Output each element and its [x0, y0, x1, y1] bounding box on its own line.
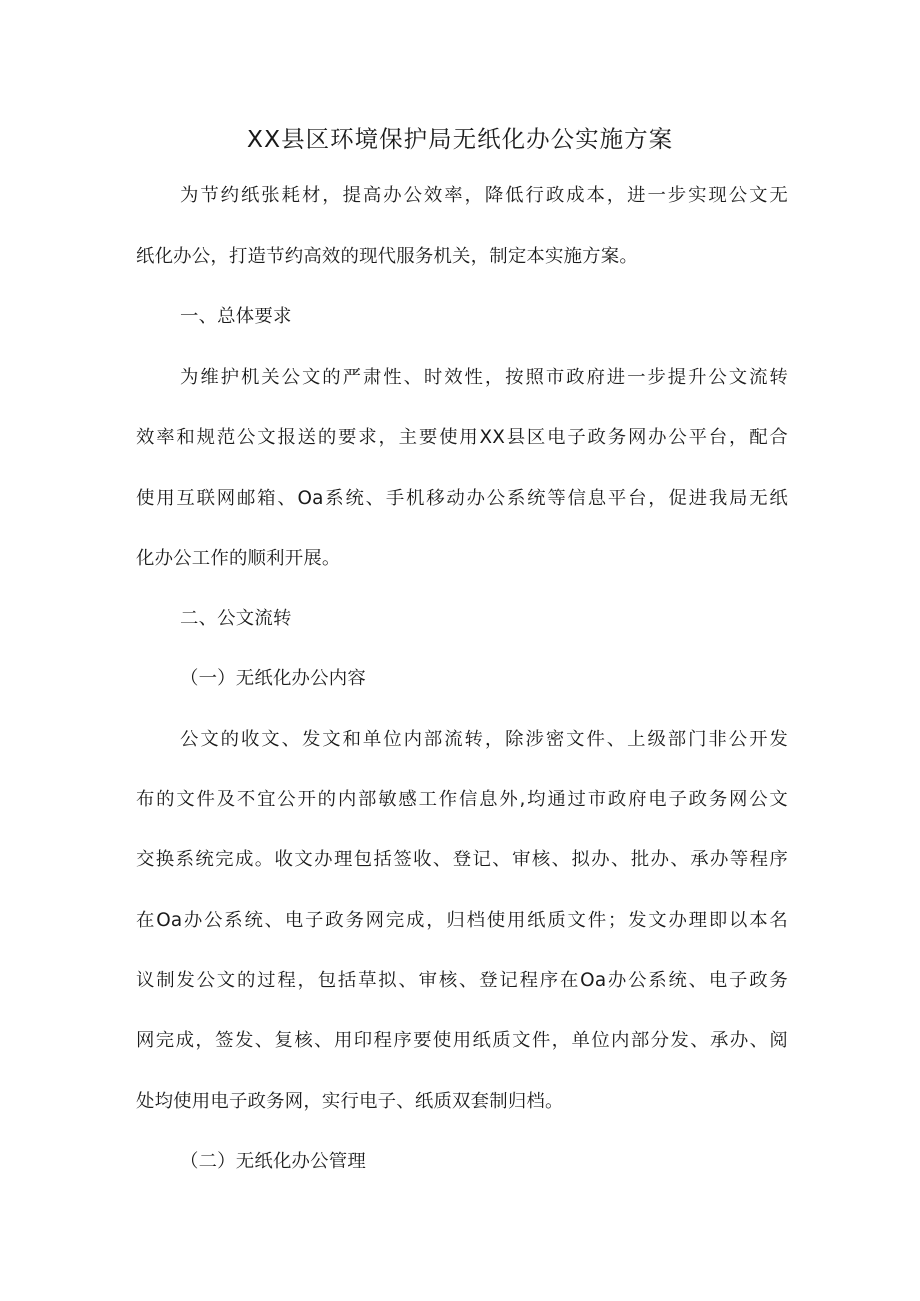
subsection-1-line-2: 布的文件及不宜公开的内部敏感工作信息外,均通过市政府电子政务网公文 [136, 789, 788, 810]
subsection-1-line-5: 议制发公文的过程，包括草拟、审核、登记程序在Oa办公系统、电子政务 [136, 970, 788, 991]
document-title: XX县区环境保护局无纸化办公实施方案 [246, 125, 674, 153]
section-1-line-1: 为维护机关公文的严肃性、时效性，按照市政府进一步提升公文流转 [180, 367, 788, 388]
intro-line-1: 为节约纸张耗材，提高办公效率，降低行政成本，进一步实现公文无 [180, 185, 788, 206]
section-2-heading: 二、公文流转 [180, 608, 292, 629]
subsection-1-heading: （一）无纸化办公内容 [180, 668, 366, 689]
intro-line-2: 纸化办公，打造节约高效的现代服务机关，制定本实施方案。 [136, 246, 638, 267]
subsection-2-heading: （二）无纸化办公管理 [180, 1151, 366, 1172]
subsection-1-line-1: 公文的收文、发文和单位内部流转，除涉密文件、上级部门非公开发 [180, 729, 788, 750]
section-1-line-3: 使用互联网邮箱、Oa系统、手机移动办公系统等信息平台，促进我局无纸 [136, 488, 788, 509]
section-1-heading: 一、总体要求 [180, 306, 292, 327]
section-1-line-2: 效率和规范公文报送的要求，主要使用XX县区电子政务网办公平台，配合 [136, 427, 788, 448]
subsection-1-line-7: 处均使用电子政务网，实行电子、纸质双套制归档。 [136, 1091, 564, 1112]
subsection-1-line-3: 交换系统完成。收文办理包括签收、登记、审核、拟办、批办、承办等程序 [136, 849, 788, 870]
subsection-1-line-4: 在Oa办公系统、电子政务网完成，归档使用纸质文件；发文办理即以本名 [136, 910, 788, 931]
subsection-1-line-6: 网完成，签发、复核、用印程序要使用纸质文件，单位内部分发、承办、阅 [136, 1030, 788, 1051]
section-1-line-4: 化办公工作的顺利开展。 [136, 548, 341, 569]
